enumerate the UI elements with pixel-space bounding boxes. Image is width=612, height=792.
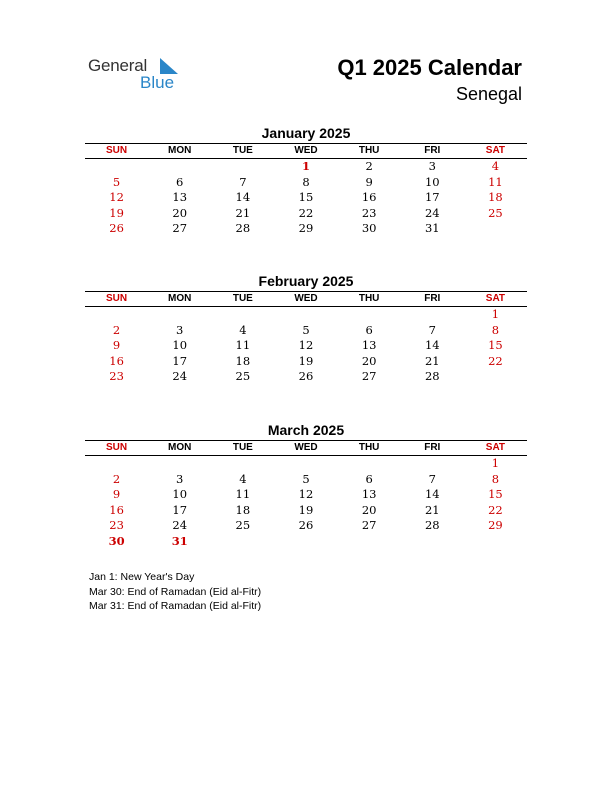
day-cell: 21: [424, 502, 440, 517]
logo-blue-text: Blue: [140, 73, 175, 92]
day-cell: 10: [172, 487, 188, 502]
empty-day-cell: [338, 456, 401, 472]
day-cell: 16: [361, 190, 377, 205]
empty-day-cell: [85, 159, 148, 175]
day-cell: 7: [428, 471, 436, 486]
week-row: [85, 221, 527, 237]
logo-triangle-icon: [158, 58, 180, 74]
empty-day-cell: [401, 456, 464, 472]
day-cell: 5: [302, 471, 310, 486]
day-cell: 20: [172, 205, 188, 220]
day-cell: 15: [488, 487, 503, 502]
day-cell: 23: [109, 518, 124, 533]
empty-day-cell: [85, 456, 148, 472]
day-cell: 5: [302, 322, 310, 337]
day-cell: 19: [298, 353, 314, 368]
day-cell: 25: [488, 205, 503, 220]
day-cell: 13: [361, 338, 377, 353]
week-row: [85, 456, 527, 472]
day-cell: 4: [239, 471, 247, 486]
week-row: [85, 534, 527, 550]
weekday-header: MON: [168, 293, 192, 304]
weekday-header: FRI: [424, 293, 441, 304]
day-cell: 16: [109, 353, 124, 368]
day-cell: 21: [424, 353, 440, 368]
day-cell: 7: [428, 322, 436, 337]
holiday-notes: [89, 570, 261, 614]
day-cell: 23: [361, 205, 377, 220]
day-cell: 18: [488, 190, 503, 205]
empty-day-cell: [148, 307, 211, 323]
empty-day-cell: [338, 307, 401, 323]
day-cell: 2: [365, 159, 373, 173]
day-cell: 3: [176, 471, 184, 486]
weekday-header: SAT: [485, 442, 506, 453]
day-cell: 23: [109, 369, 124, 384]
day-cell: 24: [172, 369, 188, 384]
empty-day-cell: [211, 307, 274, 323]
day-cell: 21: [235, 205, 251, 220]
weekday-header: FRI: [424, 442, 441, 453]
day-cell: 25: [235, 518, 251, 533]
day-cell: 14: [424, 487, 440, 502]
empty-day-cell: [148, 456, 211, 472]
day-cell: 6: [365, 471, 373, 486]
day-cell: 3: [176, 322, 184, 337]
day-cell: 2: [112, 322, 121, 337]
day-cell: 27: [172, 221, 188, 236]
day-cell: 18: [235, 353, 251, 368]
week-row: [85, 190, 527, 206]
weekday-header: FRI: [424, 145, 441, 156]
day-cell: 11: [235, 338, 251, 353]
month-february: [85, 272, 527, 385]
empty-day-cell: [148, 159, 211, 175]
day-cell: 15: [298, 190, 314, 205]
day-cell: 12: [109, 190, 124, 205]
weekday-header: THU: [358, 145, 380, 156]
weekday-header: THU: [358, 442, 380, 453]
weekday-header: SAT: [485, 293, 506, 304]
month-march: [85, 421, 527, 550]
day-cell: 4: [491, 159, 500, 173]
weekday-header: SUN: [106, 293, 128, 304]
empty-day-cell: [464, 221, 527, 237]
day-cell: 2: [112, 471, 121, 486]
day-cell: 1: [491, 307, 500, 321]
weekday-header-row: [85, 440, 527, 456]
day-cell: 16: [109, 502, 124, 517]
day-cell: 6: [365, 322, 373, 337]
day-cell: 30: [361, 221, 377, 236]
day-cell: 6: [176, 174, 184, 189]
day-cell: 17: [424, 190, 440, 205]
weekday-header: WED: [294, 442, 318, 453]
day-cell: 22: [298, 205, 314, 220]
weekday-header: SUN: [106, 145, 128, 156]
day-cell: 31: [424, 221, 440, 236]
holiday-day-cell: 31: [171, 533, 188, 548]
day-cell: 28: [235, 221, 251, 236]
weekday-header: TUE: [232, 442, 253, 453]
day-cell: 18: [235, 502, 251, 517]
day-cell: 29: [298, 221, 314, 236]
empty-day-cell: [211, 159, 274, 175]
week-row: [85, 518, 527, 534]
day-cell: 25: [235, 369, 251, 384]
week-row: [85, 159, 527, 175]
day-cell: 1: [491, 456, 500, 470]
week-row: [85, 307, 527, 323]
week-row: [85, 472, 527, 488]
weekday-header: WED: [294, 145, 318, 156]
day-cell: 11: [235, 487, 251, 502]
empty-day-cell: [401, 534, 464, 550]
month-title: January 2025: [261, 125, 351, 141]
empty-day-cell: [464, 369, 527, 385]
week-row: [85, 175, 527, 191]
empty-day-cell: [274, 456, 337, 472]
day-cell: 17: [172, 353, 188, 368]
empty-day-cell: [464, 534, 527, 550]
weekday-header: SAT: [485, 145, 506, 156]
day-cell: 29: [488, 518, 503, 533]
day-cell: 9: [112, 487, 121, 502]
week-row: [85, 487, 527, 503]
day-cell: 20: [361, 353, 377, 368]
weekday-header: MON: [168, 442, 192, 453]
week-row: [85, 503, 527, 519]
month-title: February 2025: [258, 273, 354, 289]
month-grid: [85, 456, 527, 550]
day-cell: 17: [172, 502, 188, 517]
page-title: Q1 2025 Calendar: [337, 55, 522, 80]
month-title: March 2025: [267, 422, 345, 438]
day-cell: 19: [298, 502, 314, 517]
day-cell: 24: [424, 205, 440, 220]
day-cell: 26: [298, 518, 314, 533]
day-cell: 10: [424, 174, 440, 189]
day-cell: 4: [239, 322, 247, 337]
holiday-day-cell: 1: [301, 159, 310, 173]
empty-day-cell: [401, 307, 464, 323]
month-grid: [85, 159, 527, 237]
day-cell: 13: [361, 487, 377, 502]
month-january: [85, 124, 527, 237]
week-row: [85, 354, 527, 370]
day-cell: 15: [488, 338, 503, 353]
day-cell: 26: [298, 369, 314, 384]
day-cell: 19: [109, 205, 124, 220]
day-cell: 26: [109, 221, 124, 236]
day-cell: 27: [361, 369, 377, 384]
day-cell: 12: [298, 338, 314, 353]
empty-day-cell: [211, 534, 274, 550]
country-name: Senegal: [455, 84, 522, 104]
logo-general-text: General: [88, 56, 148, 75]
weekday-header: THU: [358, 293, 380, 304]
day-cell: 5: [112, 174, 121, 189]
day-cell: 27: [361, 518, 377, 533]
weekday-header: TUE: [232, 293, 253, 304]
empty-day-cell: [274, 307, 337, 323]
week-row: [85, 206, 527, 222]
day-cell: 12: [298, 487, 314, 502]
empty-day-cell: [338, 534, 401, 550]
weekday-header: MON: [168, 145, 192, 156]
day-cell: 8: [302, 174, 310, 189]
generalblue-logo: [88, 56, 198, 96]
day-cell: 24: [172, 518, 188, 533]
day-cell: 11: [488, 174, 503, 189]
holiday-note: Mar 31: End of Ramadan (Eid al-Fitr): [89, 600, 262, 612]
holiday-day-cell: 30: [108, 533, 125, 548]
month-grid: [85, 307, 527, 385]
weekday-header: TUE: [232, 145, 253, 156]
weekday-header-row: [85, 291, 527, 307]
day-cell: 22: [488, 502, 503, 517]
weekday-header-row: [85, 143, 527, 159]
day-cell: 7: [239, 174, 247, 189]
empty-day-cell: [211, 456, 274, 472]
day-cell: 8: [491, 322, 500, 337]
week-row: [85, 369, 527, 385]
day-cell: 8: [491, 471, 500, 486]
day-cell: 14: [424, 338, 440, 353]
day-cell: 10: [172, 338, 188, 353]
day-cell: 20: [361, 502, 377, 517]
day-cell: 14: [235, 190, 251, 205]
holiday-note: Mar 30: End of Ramadan (Eid al-Fitr): [89, 585, 262, 598]
day-cell: 28: [424, 369, 440, 384]
day-cell: 22: [488, 353, 503, 368]
weekday-header: WED: [294, 293, 318, 304]
weekday-header: SUN: [106, 442, 128, 453]
day-cell: 28: [424, 518, 440, 533]
day-cell: 3: [428, 159, 436, 173]
week-row: [85, 323, 527, 339]
empty-day-cell: [274, 534, 337, 550]
day-cell: 9: [365, 174, 373, 189]
holiday-note: Jan 1: New Year's Day: [89, 571, 195, 583]
empty-day-cell: [85, 307, 148, 323]
day-cell: 9: [112, 338, 121, 353]
day-cell: 13: [172, 190, 188, 205]
week-row: [85, 338, 527, 354]
